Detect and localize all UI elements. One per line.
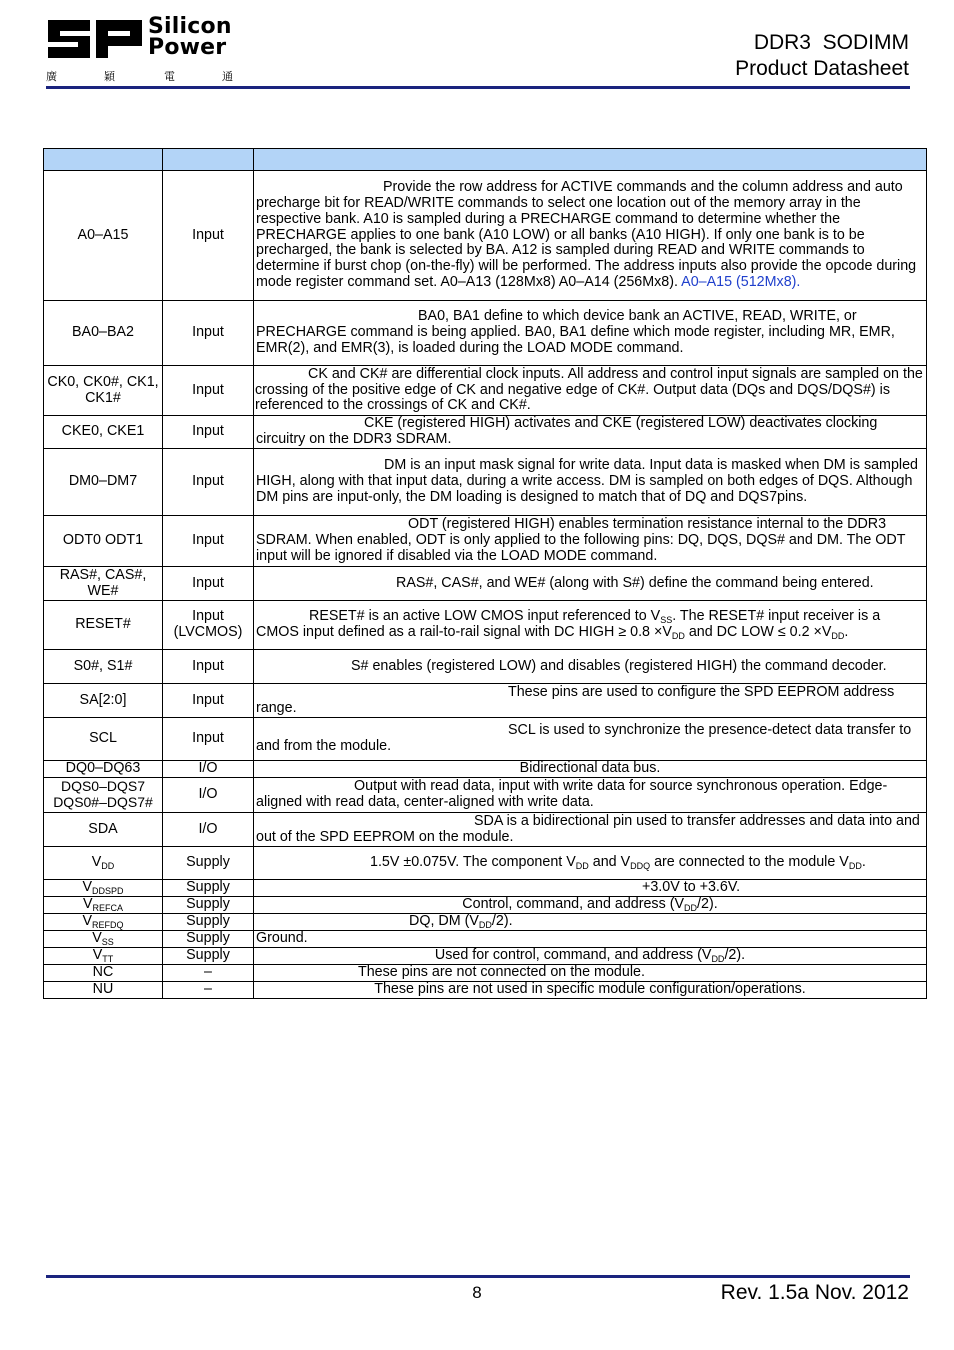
- pin-symbol: S0#, S1#: [44, 650, 163, 684]
- logo-word-power: Power: [148, 35, 227, 60]
- table-row: [44, 778, 927, 813]
- pin-symbol: DQ0–DQ63: [44, 761, 163, 778]
- pin-type: Input (LVCMOS): [163, 601, 254, 650]
- pin-type: Input: [163, 684, 254, 718]
- logo-cn-char: 通: [222, 70, 233, 83]
- pin-description: ODT (registered HIGH) enables termination resistance internal to the DDR3 SDRAM. When enabled, ODT is only applied to the following pins: DQ, DQS, DQS# and DM. The ODT input will be ignored if disabled via the LOAD MODE command.: [254, 516, 927, 567]
- pin-type: –: [163, 982, 254, 999]
- pin-type: Supply: [163, 897, 254, 914]
- pin-type: Input: [163, 516, 254, 567]
- pin-type: Input: [163, 449, 254, 516]
- pin-symbol: $V_{DD}$: [44, 847, 163, 880]
- table-row: [44, 813, 927, 847]
- table-row: [44, 718, 927, 761]
- pin-description: 1.5V ±0.075V. The component $V_{DD}$ and $V_{DDQ}$ are connected to the module $V_{DD}$.: [254, 847, 927, 880]
- pin-description: RAS#, CAS#, and WE# (along with S#) define the command being entered.: [254, 567, 927, 601]
- pin-symbol: NU: [44, 982, 163, 999]
- pin-type: –: [163, 965, 254, 982]
- pin-symbol: SCL: [44, 718, 163, 761]
- sp-logo-mark: [44, 18, 148, 64]
- table-header-row: [44, 149, 927, 171]
- pin-description: RESET# is an active LOW CMOS input referenced to $V_{SS}$. The RESET# input receiver is a CMOS input defined as a rail-to-rail signal with DC HIGH ≥ $0.8 \times V_{DD}$ and DC LOW ≤ $0.2 \times V_{DD}$.: [254, 601, 927, 650]
- table-row: [44, 880, 927, 897]
- table-row: [44, 897, 927, 914]
- pin-symbol: ODT0 ODT1: [44, 516, 163, 567]
- pin-description: These pins are used to configure the SPD EEPROM address range.: [254, 684, 927, 718]
- pin-type: Input: [163, 650, 254, 684]
- table-row: [44, 516, 927, 567]
- logo-cn-char: 電: [164, 70, 175, 83]
- table-row: [44, 601, 927, 650]
- pin-description: CK and CK# are differential clock inputs. All address and control input signals are sampled on the crossing of the positive edge of CK and negative edge of CK#. Output data (DQs and DQS/DQS#) is referenced to the crossings of CK and CK#.: [254, 366, 927, 416]
- pin-description: +3.0V to +3.6V.: [254, 880, 927, 897]
- pin-symbol: DM0–DM7: [44, 449, 163, 516]
- table-row: [44, 914, 927, 931]
- pin-type: Supply: [163, 847, 254, 880]
- pin-type: Input: [163, 718, 254, 761]
- column-header: [163, 149, 254, 171]
- pin-description: Provide the row address for ACTIVE commands and the column address and auto precharge bit for READ/WRITE commands to select one location out of the memory array in the respective bank. A10 is sampled during a PRECHARGE command to determine whether the PRECHARGE applies to one bank (A10 LOW) or all banks (A10 HIGH). If only one bank is to be precharged, the bank is selected by BA. A12 is sampled during READ and WRITE commands to determine if burst chop (on-the-fly) will be performed. The address inputs also provide the opcode during mode register command set. A0–A13 (128Mx8) A0–A14 (256Mx8). A0–A15 (512Mx8).: [254, 171, 927, 301]
- pin-type: Input: [163, 171, 254, 301]
- pin-description: SDA is a bidirectional pin used to transfer addresses and data into and out of the SPD EEPROM on the module.: [254, 813, 927, 847]
- table-row: [44, 366, 927, 416]
- pin-description: Control, command, and address $(V_{DD}/2)$.: [254, 897, 927, 914]
- pin-symbol: SA[2:0]: [44, 684, 163, 718]
- pin-description: BA0, BA1 define to which device bank an ACTIVE, READ, WRITE, or PRECHARGE command is being applied. BA0, BA1 define which mode register, including MR, EMR, EMR(2), and EMR(3), is loaded during the LOAD MODE command.: [254, 301, 927, 366]
- table-row: [44, 567, 927, 601]
- pin-symbol: DQS0–DQS7 DQS0#–DQS7#: [44, 778, 163, 813]
- pin-description: Ground.: [254, 931, 927, 948]
- pin-description: Output with read data, input with write data for source synchronous operation. Edge-aligned with read data, center-aligned with write data.: [254, 778, 927, 813]
- pin-description: DQ, DM $(V_{DD}/2)$.: [254, 914, 927, 931]
- pin-type: Supply: [163, 914, 254, 931]
- column-header: [254, 149, 927, 171]
- pin-description: Bidirectional data bus.: [254, 761, 927, 778]
- pin-symbol: CK0, CK0#, CK1, CK1#: [44, 366, 163, 416]
- pin-type: I/O: [163, 778, 254, 813]
- pin-description: DM is an input mask signal for write data. Input data is masked when DM is sampled HIGH, along with that input data, during a write access. DM is sampled on both edges of DQS. Although DM pins are input-only, the DM loading is designed to match that of DQ and DQS7pins.: [254, 449, 927, 516]
- pin-type: Supply: [163, 880, 254, 897]
- table-row: [44, 761, 927, 778]
- table-row: [44, 449, 927, 516]
- pin-description: SCL is used to synchronize the presence-detect data transfer to and from the module.: [254, 718, 927, 761]
- table-row: [44, 931, 927, 948]
- table-row: [44, 948, 927, 965]
- title-line-1: DDR3 SODIMM: [753, 31, 909, 54]
- table-row: [44, 171, 927, 301]
- company-logo: [44, 14, 244, 84]
- pin-type: I/O: [163, 813, 254, 847]
- pin-symbol: A0–A15: [44, 171, 163, 301]
- table-row: [44, 650, 927, 684]
- table-row: [44, 684, 927, 718]
- pin-description-table: [43, 148, 927, 999]
- pin-symbol: $V_{SS}$: [44, 931, 163, 948]
- pin-type: Input: [163, 301, 254, 366]
- highlighted-text: A0–A15 (512Mx8).: [677, 274, 801, 291]
- pin-symbol: BA0–BA2: [44, 301, 163, 366]
- pin-type: Supply: [163, 931, 254, 948]
- pin-symbol: $V_{DDSPD}$: [44, 880, 163, 897]
- document-title: [735, 30, 909, 82]
- logo-cn-char: 廣: [46, 70, 57, 83]
- pin-type: I/O: [163, 761, 254, 778]
- table-row: [44, 416, 927, 449]
- footer-rule: [46, 1275, 910, 1278]
- pin-description: These pins are not connected on the module.: [254, 965, 927, 982]
- pin-symbol: $V_{REFCA}$: [44, 897, 163, 914]
- pin-type: Input: [163, 416, 254, 449]
- pin-description: CKE (registered HIGH) activates and CKE (registered LOW) deactivates clocking circuitry on the DDR3 SDRAM.: [254, 416, 927, 449]
- table-row: [44, 301, 927, 366]
- logo-cn-char: 穎: [104, 70, 115, 83]
- revision-label: Rev. 1.5a Nov. 2012: [720, 1281, 909, 1304]
- pin-symbol: RAS#, CAS#, WE#: [44, 567, 163, 601]
- header-rule: [46, 86, 910, 89]
- title-line-2: Product Datasheet: [735, 57, 909, 80]
- table-row: [44, 965, 927, 982]
- pin-symbol: CKE0, CKE1: [44, 416, 163, 449]
- pin-type: Supply: [163, 948, 254, 965]
- pin-description: S# enables (registered LOW) and disables (registered HIGH) the command decoder.: [254, 650, 927, 684]
- table-row: [44, 847, 927, 880]
- pin-symbol: $V_{REFDQ}$: [44, 914, 163, 931]
- page-number: 8: [472, 1283, 482, 1302]
- pin-symbol: $V_{TT}$: [44, 948, 163, 965]
- table-row: [44, 982, 927, 999]
- column-header: [44, 149, 163, 171]
- pin-description: Used for control, command, and address $(V_{DD}/2)$.: [254, 948, 927, 965]
- pin-description: These pins are not used in specific module configuration/operations.: [254, 982, 927, 999]
- pin-symbol: SDA: [44, 813, 163, 847]
- pin-type: Input: [163, 567, 254, 601]
- logo-word-silicon: Silicon: [148, 14, 232, 39]
- pin-symbol: RESET#: [44, 601, 163, 650]
- pin-type: Input: [163, 366, 254, 416]
- pin-symbol: NC: [44, 965, 163, 982]
